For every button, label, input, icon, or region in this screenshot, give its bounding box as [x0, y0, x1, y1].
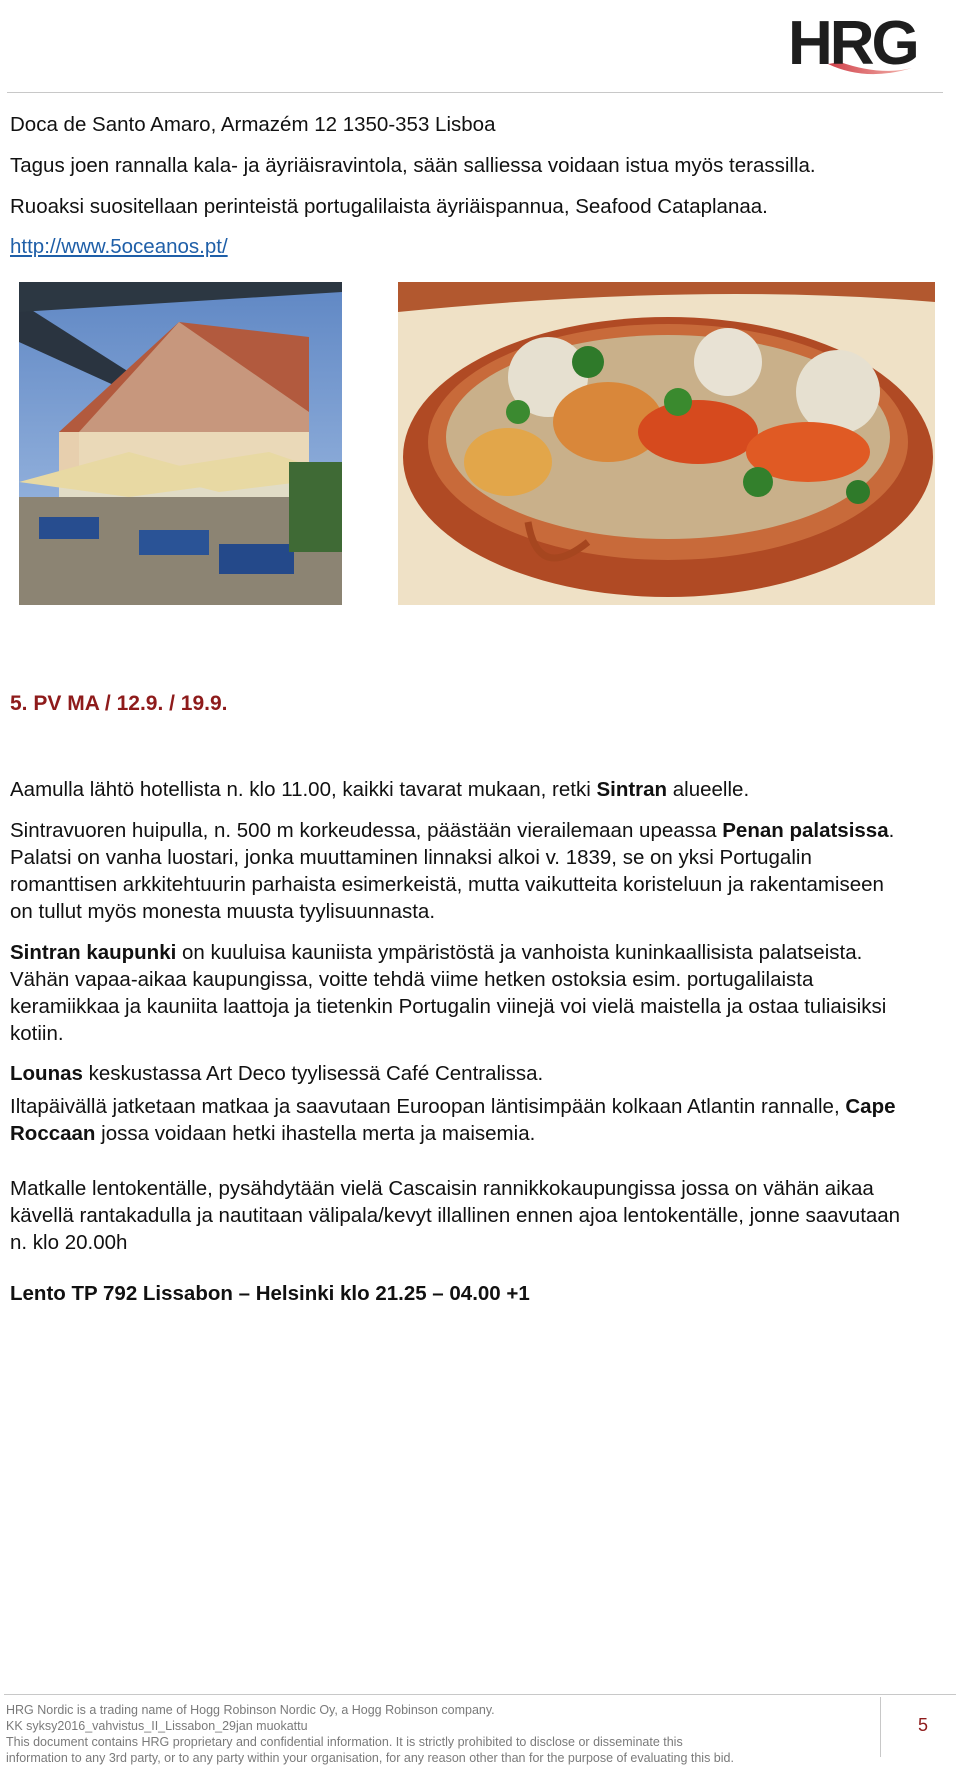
seafood-cataplana-photo — [398, 282, 935, 605]
restaurant-recommendation: Ruoaksi suositellaan perinteistä portugalilaista äyriäispannua, Seafood Cataplanaa. — [10, 195, 768, 218]
svg-text:HRG: HRG — [788, 9, 917, 78]
footer-confidential-line-2: information to any 3rd party, or to any party within your organisation, for any reason other than for the purpose of evaluating this bid. — [6, 1751, 734, 1765]
flight-info: Lento TP 792 Lissabon – Helsinki klo 21.25 – 04.00 +1 — [10, 1282, 530, 1305]
header-divider — [7, 92, 943, 93]
restaurant-terrace-photo — [19, 282, 342, 605]
restaurant-address: Doca de Santo Amaro, Armazém 12 1350-353 Lisboa — [10, 113, 496, 136]
footer-company-line: HRG Nordic is a trading name of Hogg Robinson Nordic Oy, a Hogg Robinson company. — [6, 1703, 495, 1717]
day-heading: 5. PV MA / 12.9. / 19.9. — [10, 692, 228, 715]
paragraph-cascais: Matkalle lentokentälle, pysähdytään vielä Cascaisin rannikkokaupungissa jossa on vähän aikaa kävellä rantakadulla ja nautitaan välipala/kevyt illallinen ennen ajoa lentokentälle, jonne saavutaan n. klo 20.00h — [10, 1177, 901, 1254]
footer-document-name: KK syksy2016_vahvistus_II_Lissabon_29jan muokattu — [6, 1719, 308, 1733]
paragraph-sintra-town: Sintran kaupunki on kuuluisa kauniista ympäristöstä ja vanhoista kuninkaallisista palatseista. Vähän vapaa-aikaa kaupungissa, voitte tehdä viime hetken ostoksia esim. portugalilaista keramiikkaa ja kauniita laattoja ja tietenkin Portugalin viinejä voi vielä maistella ja ostaa tuliaisiksi kotiin. — [10, 941, 887, 1045]
paragraph-pena-palace: Sintravuoren huipulla, n. 500 m korkeudessa, päästään vierailemaan upeassa Penan palatsissa. Palatsi on vanha luostari, jonka muuttaminen linnaksi alkoi v. 1839, se on yksi Portugalin romanttisen arkkitehtuurin parhaista esimerkeistä, mutta vaikutteita koristeluun ja rakentamiseen on tullut myös monesta muusta tyylisuunnasta. — [10, 819, 895, 923]
restaurant-link[interactable]: http://www.5oceanos.pt/ — [10, 235, 228, 258]
footer-divider — [4, 1694, 956, 1695]
paragraph-cape-roca: Iltapäivällä jatketaan matkaa ja saavutaan Euroopan läntisimpään kolkaan Atlantin rannalle, Cape Roccaan jossa voidaan hetki ihastella merta ja maisemia. — [10, 1095, 896, 1145]
paragraph-departure: Aamulla lähtö hotellista n. klo 11.00, kaikki tavarat mukaan, retki Sintran alueelle. — [10, 778, 750, 801]
footer-confidential-line-1: This document contains HRG proprietary and confidential information. It is strictly prohibited to disclose or disseminate this — [6, 1735, 683, 1749]
paragraph-lunch: Lounas keskustassa Art Deco tyylisessä Café Centralissa. — [10, 1062, 544, 1085]
hrg-logo — [788, 6, 940, 82]
footer-vertical-divider — [880, 1697, 881, 1757]
restaurant-description: Tagus joen rannalla kala- ja äyriäisravintola, sään salliessa voidaan istua myös terassilla. — [10, 154, 816, 177]
page-number: 5 — [918, 1715, 929, 1735]
